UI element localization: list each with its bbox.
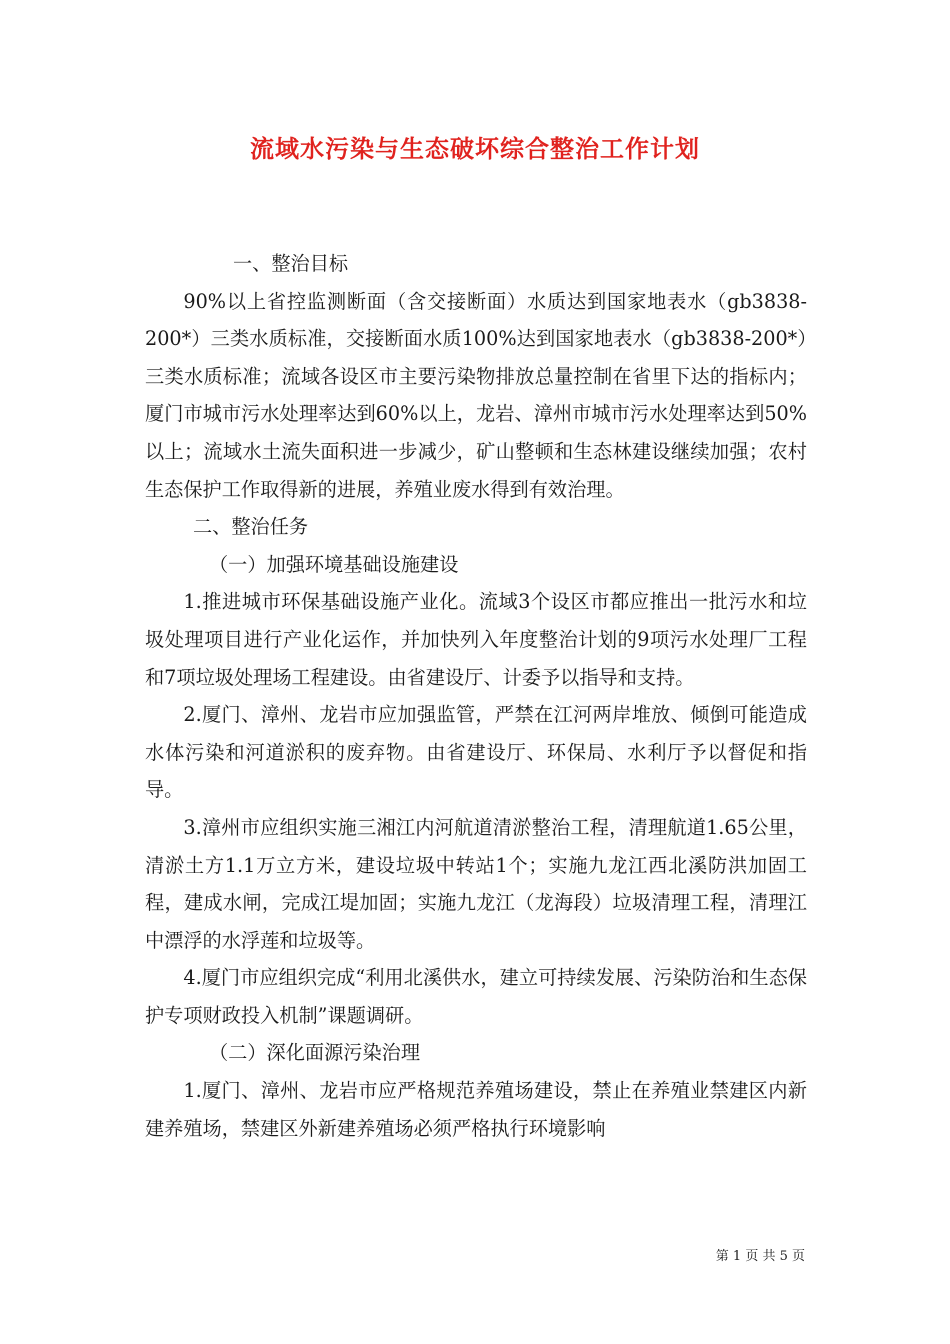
page-number-footer: 第 1 页 共 5 页 — [715, 1249, 805, 1264]
paragraph-item-5: 1.厦门、漳州、龙岩市应严格规范养殖场建设，禁止在养殖业禁建区内新建养殖场，禁建区外新建养殖场必须严格执行环境影响 — [145, 1079, 807, 1140]
subsection-heading-nonpoint: （二）深化面源污染治理 — [209, 1041, 421, 1065]
paragraph-goals: 90%以上省控监测断面（含交接断面）水质达到国家地表水（gb3838-200*）三类水质标准，交接断面水质100%达到国家地表水（gb3838-200*）三类水质标准；流域各设区市主要污染物排放总量控制在省里下达的指标内；厦门市城市污水处理率达到60%以上，龙岩、漳州市城市污水处理率达到50%以上；流域水土流失面积进一步减少，矿山整顿和生态林建设继续加强；农村生态保护工作取得新的进展，养殖业废水得到有效治理。 — [145, 289, 807, 501]
paragraph-item-3: 3.漳州市应组织实施三湘江内河航道清淤整治工程，清理航道1.65公里，清淤土方1.1万立方米，建设垃圾中转站1个；实施九龙江西北溪防洪加固工程，建成水闸，完成江堤加固；实施九龙江（龙海段）垃圾清理工程，清理江中漂浮的水浮莲和垃圾等。 — [145, 815, 807, 952]
paragraph-item-2: 2.厦门、漳州、龙岩市应加强监管，严禁在江河两岸堆放、倾倒可能造成水体污染和河道淤积的废弃物。由省建设厅、环保局、水利厅予以督促和指导。 — [145, 703, 807, 802]
section-heading-goals: 一、整治目标 — [233, 252, 349, 275]
document-body — [145, 245, 807, 1147]
subsection-heading-infrastructure: （一）加强环境基础设施建设 — [209, 552, 459, 576]
paragraph-item-1: 1.推进城市环保基础设施产业化。流域3个设区市都应推出一批污水和垃圾处理项目进行产业化运作，并加快列入年度整治计划的9项污水处理厂工程和7项垃圾处理场工程建设。由省建设厅、计委予以指导和支持。 — [145, 590, 807, 689]
section-heading-tasks: 二、整治任务 — [193, 515, 309, 539]
document-title: 流域水污染与生态破坏综合整治工作计划 — [250, 134, 700, 163]
paragraph-item-4: 4.厦门市应组织完成“利用北溪供水，建立可持续发展、污染防治和生态保护专项财政投入机制”课题调研。 — [145, 966, 807, 1027]
